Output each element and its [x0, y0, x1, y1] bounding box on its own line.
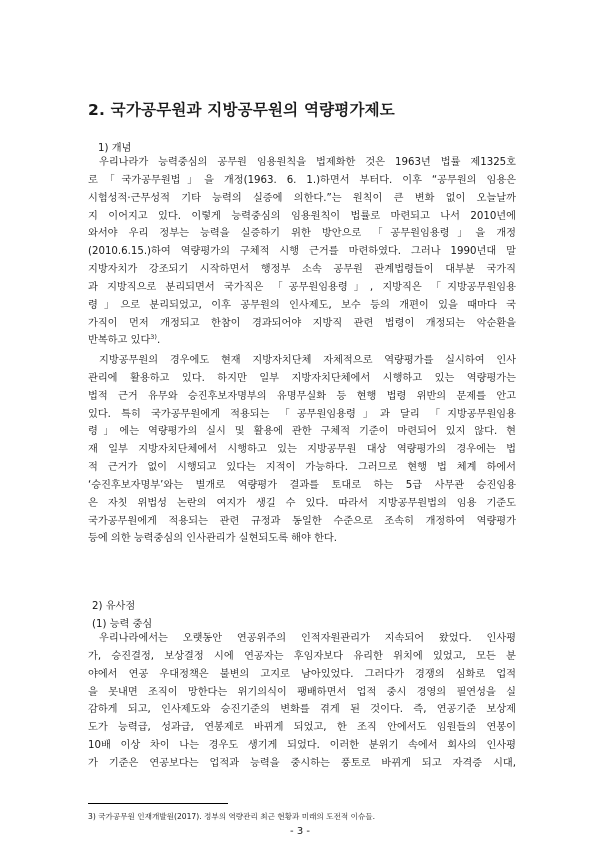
text-line: 재 일부 지방자치단체에서 시행하고 있는 지방공무원 대상 역량평가의 경우에는 법: [88, 444, 516, 456]
text-line: 관리에 활용하고 있다. 하지만 일부 지방자치단체에서 시행하고 있는 역량평가는: [88, 372, 516, 384]
text-line: 법적 근거 유무와 승진후보자명부의 유명무실화 등 현행 법령 위반의 문제를 안고: [88, 390, 516, 402]
ability-paragraph: [88, 630, 516, 773]
subsection-label-ability-based: (1) 능력 중심: [92, 619, 153, 630]
text-line: 적 근거가 없이 시행되고 있다는 지적이 가능하다. 그러므로 현행 법 체계 하에서: [88, 462, 516, 474]
text-line: ‘승진후보자명부’와는 별개로 역량평가 결과를 토대로 하는 5급 사무관 승진임용: [88, 479, 516, 491]
subsection-label-similarities: 2) 유사점: [92, 601, 136, 612]
text-fragment: .: [156, 335, 161, 347]
text-line: [88, 332, 516, 350]
text-line: 가, 승진결정, 보상결정 시에 연공자는 후임자보다 유리한 위치에 있었고, 모든 분: [88, 650, 516, 662]
footnote-text: 3) 국가공무원 인재개발원(2017). 정부의 역량관리 최근 현황과 미래의 도전적 이슈들.: [88, 812, 375, 821]
page-number: - 3 -: [290, 826, 310, 837]
text-line: 을 못내면 조직이 망한다는 위기의식이 팽배하면서 업적 중시 경영의 필연성을 실: [88, 686, 516, 698]
text-line: 있다. 특히 국가공무원에게 적용되는 「공무원임용령」과 달리 「지방공무원임용: [88, 408, 516, 420]
text-line: 도가 능력급, 성과급, 연봉제로 바뀌게 되었고, 한 조직 안에서도 임원들의 연봉이: [88, 722, 516, 734]
text-line: 우리나라가 능력중심의 공무원 임용원칙을 법제화한 것은 1963년 법률 제1325호: [99, 157, 516, 168]
text-line: 과 지방직으로 분리되면서 국가직은 「공무원임용령」, 지방직은 「지방공무원임용: [88, 281, 516, 293]
text-line: 와서야 우리 정부는 능력을 실증하기 위한 방안으로 「공무원임용령」을 개정: [88, 228, 516, 240]
text-line: 가직이 먼저 개정되고 한참이 경과되어야 지방직 관련 법령이 개정되는 악순환을: [88, 317, 516, 329]
text-line: 우리나라에서는 오랫동안 연공위주의 인적자원관리가 지속되어 왔었다. 인사평: [99, 633, 516, 644]
subsection-label-concept: 1) 개념: [98, 143, 132, 154]
text-line: 은 자칫 위법성 논란의 여지가 생길 수 있다. 따라서 지방공무원법의 임용 기준도: [88, 497, 516, 509]
text-line: 지 이어지고 있다. 이렇게 능력중심의 임용원칙이 법률로 마련되고 나서 2010년에: [88, 210, 516, 222]
text-line: 령」으로 분리되었고, 이후 공무원의 인사제도, 보수 등의 개편이 있을 때마다 국: [88, 299, 516, 311]
footnote-reference: 3): [150, 333, 157, 342]
text-line: 10배 이상 차이 나는 경우도 생기게 되었다. 이러한 분위기 속에서 회사의 인사평: [88, 740, 516, 752]
concept-paragraph-2: [88, 352, 516, 548]
text-line: 야에서 연공 우대정책은 불변의 고지로 남아있었다. 그러다가 경쟁의 심화로 업적: [88, 668, 516, 680]
text-line: 지방공무원의 경우에도 현재 지방자치단체 자체적으로 역량평가를 실시하여 인사: [99, 355, 516, 366]
text-line: 로「국가공무원법」을 개정(1963. 6. 1.)하면서 부터다. 이후 “공무원의 임용은: [88, 174, 516, 186]
text-fragment: 반복하고 있다: [88, 335, 151, 347]
text-line: 국가공무원에게 적용되는 관련 규정과 동일한 수준으로 조속히 개정하여 역량평가: [88, 515, 516, 527]
section-heading: 2. 국가공무원과 지방공무원의 역량평가제도: [88, 101, 395, 119]
concept-paragraph-1: [88, 154, 516, 350]
text-line: 감하게 되고, 인사제도와 승진기준의 변화를 겪게 된 것이다. 즉, 연공기준 보상제: [88, 704, 516, 716]
text-line: 지방자치가 강조되기 시작하면서 행정부 소속 공무원 관계법령들이 대부분 국가직: [88, 264, 516, 276]
text-line: 시험성적·근무성적 기타 능력의 실증에 의한다.”는 원칙이 큰 변화 없이 오늘날까: [88, 192, 516, 204]
text-line: 가 기준은 연공보다는 업적과 능력을 중시하는 풍토로 바뀌게 되고 자격증 시대,: [88, 757, 516, 769]
text-line: 등에 의한 능력중심의 인사관리가 실현되도록 해야 한다.: [88, 533, 338, 545]
text-line: (2010.6.15.)하여 역량평가의 구체적 시행 근거를 마련하였다. 그러나 1990년대 말: [88, 246, 516, 258]
footnote-divider: [88, 803, 228, 804]
text-line: 령」에는 역량평가의 실시 및 활용에 관한 구체적 기준이 마련되어 있지 않다. 현: [88, 426, 516, 438]
